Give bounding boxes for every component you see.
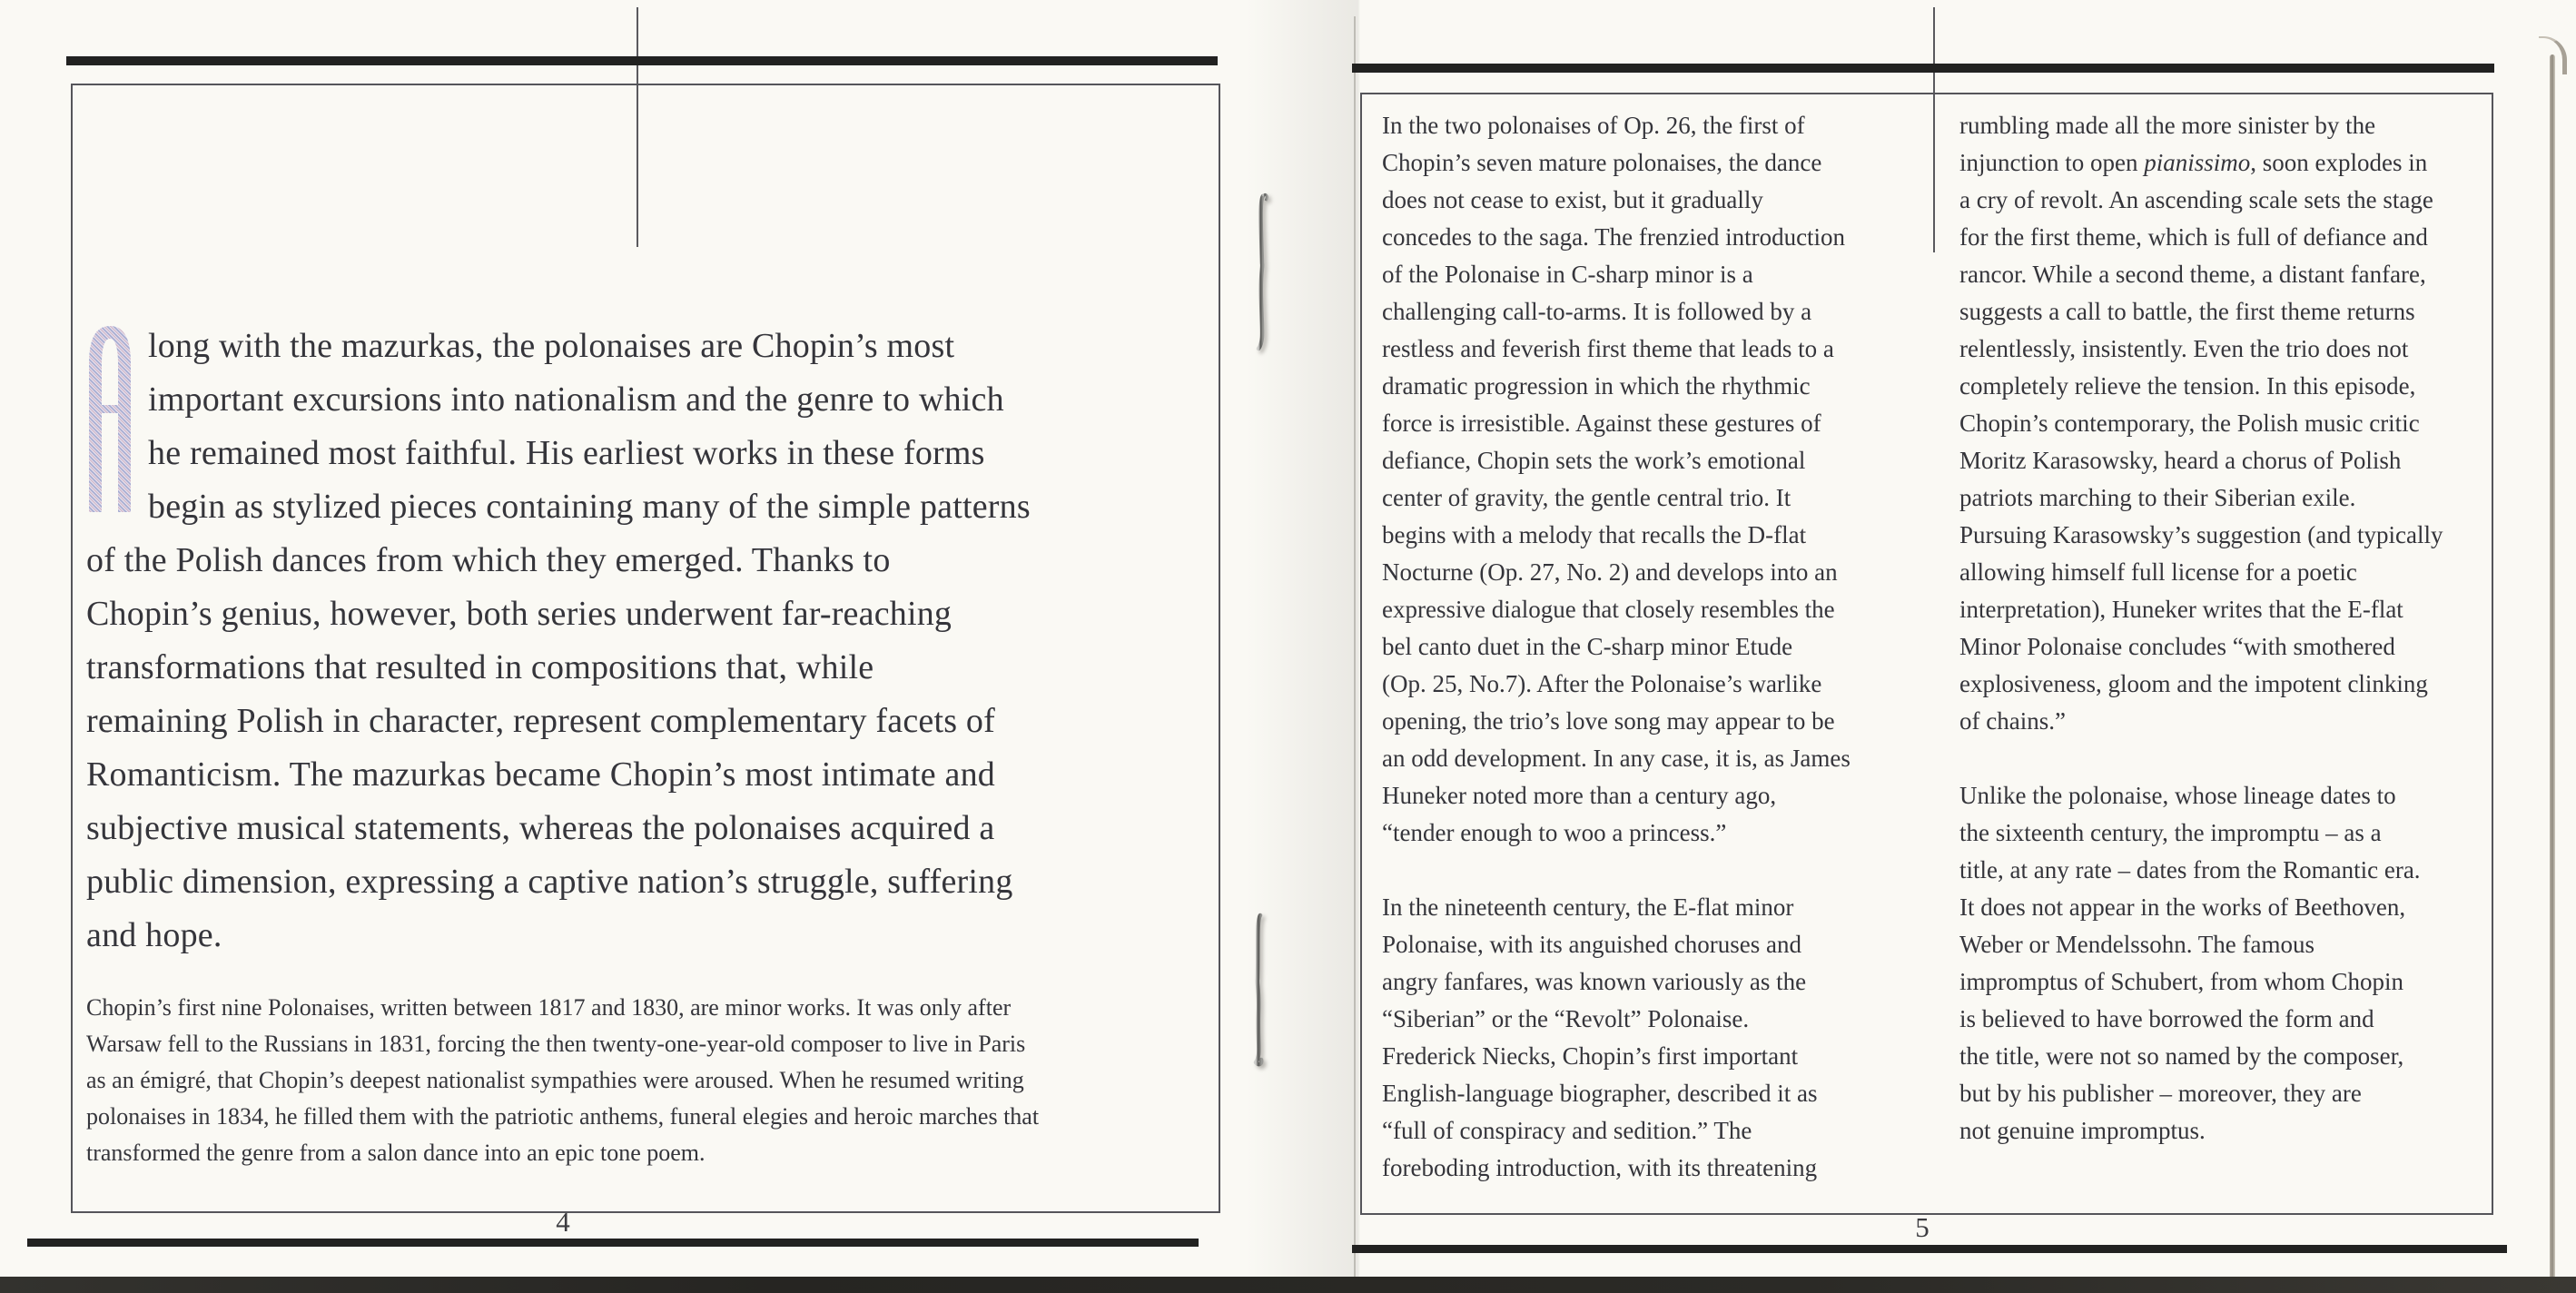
column2-paragraph-1: rumbling made all the more sinister by the injunction to open pianissimo, soon explodes in a cry of revolt. An ascending scale sets the stage for the first theme, which is full of defiance and rancor. While a second theme, a distant fanfare, suggests a call to battle, the first theme returns relentlessly, insistently. Even the trio does not completely relieve the tension. In this episode, Chopin’s contemporary, the Polish music critic Moritz Karasowsky, heard a chorus of Polish patriots marching to their Siberian exile. Pursuing Karasowsky’s suggestion (and typically allowing himself full license for a poetic interpretation), Huneker writes that the E-flat Minor Polonaise concludes “with smothered explosiveness, gloom and the impotent clinking of chains.” xyxy=(1959,112,2443,735)
left-page-number: 4 xyxy=(556,1206,570,1238)
staple-bottom-icon xyxy=(1244,910,1277,1074)
drop-cap-letter-A xyxy=(88,325,132,512)
lead-paragraph-text: long with the mazurkas, the polonaises are Chopin’s most important excursions into nationalism and the genre to which he remained most faithful. His earliest works in these forms begin as stylized pieces containing many of the simple patterns of the Polish dances from which they emerged. Thanks to Chopin’s genius, however, both series underwent far-reaching transformations that resulted in compositions that, while remaining Polish in character, represent complementary facets of Romanticism. The mazurkas became Chopin’s most intimate and subjective musical statements, whereas the polonaises acquired a public dimension, expressing a captive nation’s struggle, suffering and hope. xyxy=(86,327,1031,954)
column2-paragraph-2: Unlike the polonaise, whose lineage dates to the sixteenth century, the impromptu – as a title, at any rate – dates from the Romantic era. It does not appear in the works of Beethoven, Weber or Mendelssohn. The famous impromptus of Schubert, from whom Chopin is believed to have borrowed the form and the title, were not so named by the composer, but by his publisher – moreover, they are not genuine impromptus. xyxy=(1959,782,2421,1144)
right-top-rule xyxy=(1352,64,2494,73)
scanner-bed-strip xyxy=(0,1277,2576,1293)
right-page-number: 5 xyxy=(1915,1211,1930,1243)
column1-paragraph-1: In the two polonaises of Op. 26, the first of Chopin’s seven mature polonaises, the dance does not cease to exist, but it gradually concedes to the saga. The frenzied introduction of the Polonaise in C-sharp minor is a challenging call-to-arms. It is followed by a restless and feverish first theme that leads to a dramatic progression in which the rhythmic force is irresistible. Against these gestures of defiance, Chopin sets the work’s emotional center of gravity, the gentle central trio. It begins with a melody that recalls the D-flat Nocturne (Op. 27, No. 2) and develops into an expressive dialogue that closely resembles the bel canto duet in the C-sharp minor Etude (Op. 25, No.7). After the Polonaise’s warlike opening, the trio’s love song may appear to be an odd development. In any case, it is, as James Huneker noted more than a century ago, “tender enough to woo a princess.” xyxy=(1382,112,1851,846)
booklet-edge-shadow xyxy=(2550,54,2555,1280)
footnote-paragraph: Chopin’s first nine Polonaises, written between 1817 and 1830, are minor works. It was only after Warsaw fell to the Russians in 1831, forcing the then twenty-one-year-old composer to live in Paris as an émigré, that Chopin’s deepest nationalist sympathies were aroused. When he resumed writing polonaises in 1834, he filled them with the patriotic anthems, funeral elegies and heroic marches that transformed the genre from a salon dance into an epic tone poem. xyxy=(86,994,1040,1166)
right-bottom-rule xyxy=(1352,1245,2507,1253)
staple-top-icon xyxy=(1248,189,1280,360)
right-sheet-edge-line xyxy=(1354,16,1356,1280)
lead-paragraph xyxy=(86,320,1223,962)
column1-paragraph-2: In the nineteenth century, the E-flat minor Polonaise, with its anguished choruses and angry fanfares, was known variously as the “Siberian” or the “Revolt” Polonaise. Frederick Niecks, Chopin’s first important English-language biographer, described it as “full of conspiracy and sedition.” The foreboding introduction, with its threatening xyxy=(1382,893,1818,1181)
right-column-1 xyxy=(1382,107,1920,1187)
left-top-rule xyxy=(66,56,1218,65)
left-bottom-rule xyxy=(27,1239,1199,1247)
right-column-2 xyxy=(1959,107,2484,1150)
